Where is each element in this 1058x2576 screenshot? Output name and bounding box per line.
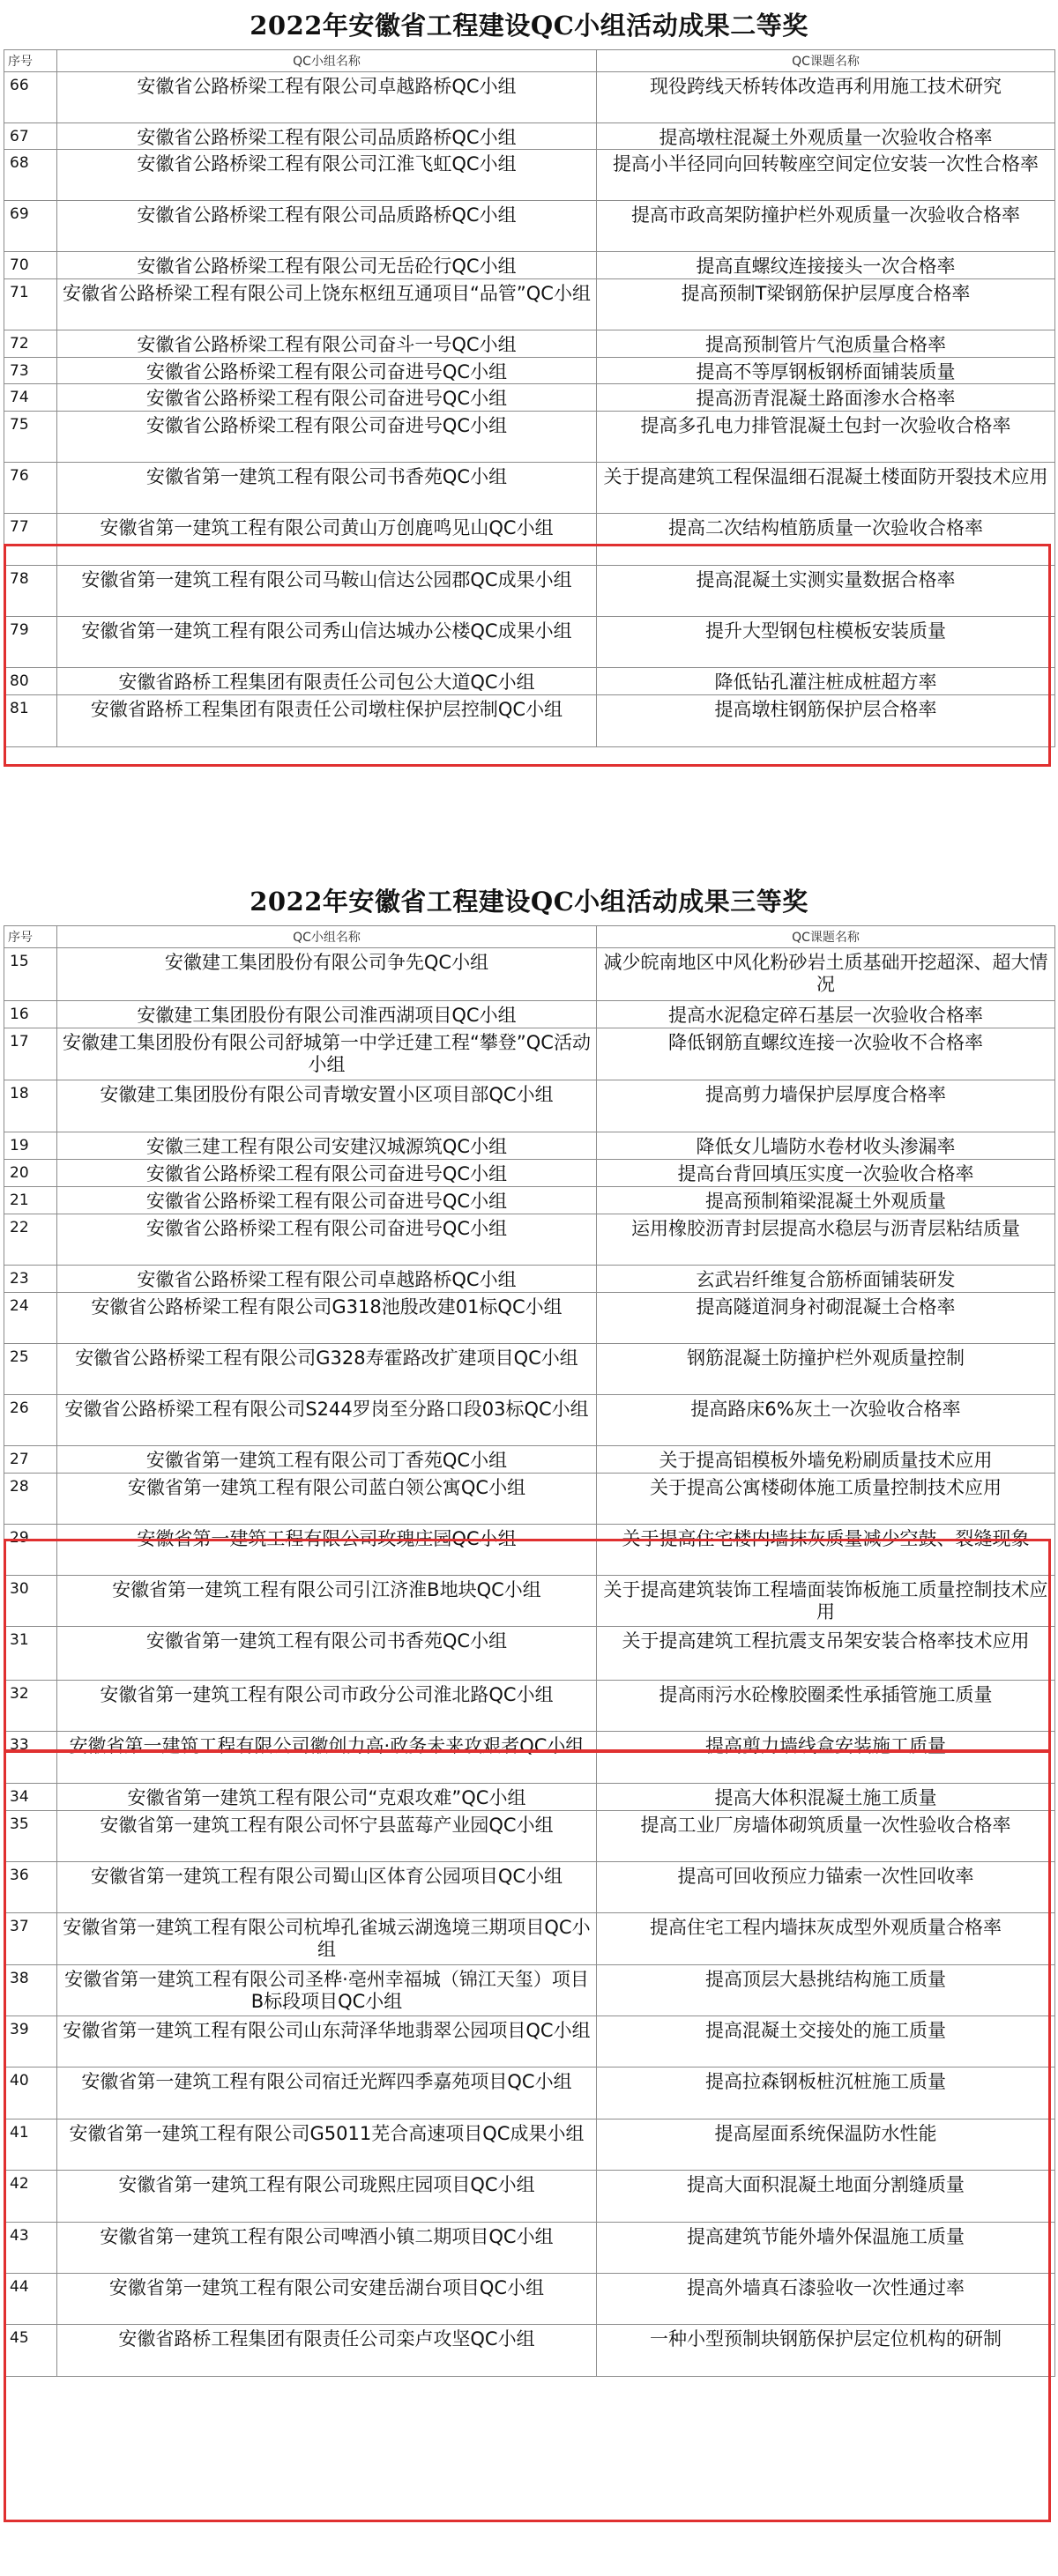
row-number: 16 <box>4 1001 57 1028</box>
table-row <box>4 1525 1055 1576</box>
table-row <box>4 948 1055 1001</box>
topic-name-cell: 提高墩柱混凝土外观质量一次验收合格率 <box>597 123 1055 150</box>
table-row <box>4 1344 1055 1395</box>
header-number: 序号 <box>4 50 57 72</box>
group-name-cell: 安徽省第一建筑工程有限公司“克艰攻难”QC小组 <box>57 1784 597 1811</box>
third-prize-section <box>0 876 1058 2377</box>
row-number: 28 <box>4 1474 57 1525</box>
row-number: 21 <box>4 1187 57 1214</box>
topic-name-cell: 提高小半径同向回转鞍座空间定位安装一次性合格率 <box>597 150 1055 201</box>
table-row <box>4 1187 1055 1214</box>
topic-name-cell: 提高预制T梁钢筋保护层厚度合格率 <box>597 279 1055 330</box>
table-row <box>4 2171 1055 2223</box>
group-name-cell: 安徽省公路桥梁工程有限公司奋进号QC小组 <box>57 1214 597 1266</box>
group-name-cell: 安徽建工集团股份有限公司青墩安置小区项目部QC小组 <box>57 1080 597 1132</box>
row-number: 70 <box>4 252 57 279</box>
group-name-cell: 安徽省第一建筑工程有限公司珑熙庄园项目QC小组 <box>57 2171 597 2223</box>
topic-name-cell: 提高台背回填压实度一次验收合格率 <box>597 1160 1055 1187</box>
topic-name-cell: 提高剪力墙保护层厚度合格率 <box>597 1080 1055 1132</box>
table-row <box>4 617 1055 668</box>
table-row <box>4 566 1055 617</box>
group-name-cell: 安徽省路桥工程集团有限责任公司墩柱保护层控制QC小组 <box>57 695 597 747</box>
row-number: 45 <box>4 2325 57 2377</box>
group-name-cell: 安徽省公路桥梁工程有限公司G318池殷改建01标QC小组 <box>57 1293 597 1344</box>
table-row <box>4 1913 1055 1965</box>
group-name-cell: 安徽省公路桥梁工程有限公司奋进号QC小组 <box>57 1187 597 1214</box>
group-name-cell: 安徽省第一建筑工程有限公司蓝白领公寓QC小组 <box>57 1474 597 1525</box>
row-number: 34 <box>4 1784 57 1811</box>
table-row <box>4 463 1055 514</box>
row-number: 77 <box>4 514 57 566</box>
table-row <box>4 1028 1055 1080</box>
row-number: 25 <box>4 1344 57 1395</box>
row-number: 17 <box>4 1028 57 1080</box>
table-row <box>4 1395 1055 1446</box>
row-number: 24 <box>4 1293 57 1344</box>
group-name-cell: 安徽省公路桥梁工程有限公司品质路桥QC小组 <box>57 201 597 252</box>
group-name-cell: 安徽省公路桥梁工程有限公司江淮飞虹QC小组 <box>57 150 597 201</box>
topic-name-cell: 提高拉森钢板桩沉桩施工质量 <box>597 2067 1055 2119</box>
results-table <box>4 925 1055 2377</box>
row-number: 32 <box>4 1681 57 1732</box>
row-number: 22 <box>4 1214 57 1266</box>
group-name-cell: 安徽省第一建筑工程有限公司书香苑QC小组 <box>57 463 597 514</box>
row-number: 69 <box>4 201 57 252</box>
group-name-cell: 安徽省第一建筑工程有限公司蜀山区体育公园项目QC小组 <box>57 1862 597 1913</box>
group-name-cell: 安徽省第一建筑工程有限公司圣桦·亳州幸福城（锦江天玺）项目B标段项目QC小组 <box>57 1965 597 2016</box>
topic-name-cell: 提高二次结构植筋质量一次验收合格率 <box>597 514 1055 566</box>
table-row <box>4 1293 1055 1344</box>
row-number: 76 <box>4 463 57 514</box>
header-number: 序号 <box>4 926 57 948</box>
row-number: 80 <box>4 668 57 695</box>
group-name-cell: 安徽省第一建筑工程有限公司玫瑰庄园QC小组 <box>57 1525 597 1576</box>
topic-name-cell: 关于提高公寓楼砌体施工质量控制技术应用 <box>597 1474 1055 1525</box>
row-number: 27 <box>4 1446 57 1474</box>
topic-name-cell: 提高混凝土实测实量数据合格率 <box>597 566 1055 617</box>
table-row <box>4 384 1055 412</box>
table-row <box>4 1214 1055 1266</box>
group-name-cell: 安徽省公路桥梁工程有限公司奋进号QC小组 <box>57 384 597 412</box>
group-name-cell: 安徽省第一建筑工程有限公司怀宁县蓝莓产业园QC小组 <box>57 1811 597 1862</box>
row-number: 20 <box>4 1160 57 1187</box>
header-topic-name: QC课题名称 <box>597 926 1055 948</box>
topic-name-cell: 关于提高建筑装饰工程墙面装饰板施工质量控制技术应用 <box>597 1576 1055 1627</box>
topic-name-cell: 提高不等厚钢板钢桥面铺装质量 <box>597 358 1055 384</box>
row-number: 78 <box>4 566 57 617</box>
topic-name-cell: 运用橡胶沥青封层提高水稳层与沥青层粘结质量 <box>597 1214 1055 1266</box>
topic-name-cell: 提高混凝土交接处的施工质量 <box>597 2016 1055 2067</box>
topic-name-cell: 提高大面积混凝土地面分割缝质量 <box>597 2171 1055 2223</box>
table-row <box>4 2016 1055 2067</box>
section-title: 2022年安徽省工程建设QC小组活动成果三等奖 <box>250 887 808 917</box>
table-row <box>4 1965 1055 2016</box>
topic-name-cell: 现役跨线天桥转体改造再利用施工技术研究 <box>597 72 1055 123</box>
topic-name-cell: 钢筋混凝土防撞护栏外观质量控制 <box>597 1344 1055 1395</box>
table-row <box>4 252 1055 279</box>
row-number: 39 <box>4 2016 57 2067</box>
topic-name-cell: 减少皖南地区中风化粉砂岩土质基础开挖超深、超大情况 <box>597 948 1055 1001</box>
topic-name-cell: 提高路床6%灰土一次验收合格率 <box>597 1395 1055 1446</box>
table-row <box>4 2274 1055 2325</box>
row-number: 18 <box>4 1080 57 1132</box>
row-number: 26 <box>4 1395 57 1446</box>
group-name-cell: 安徽建工集团股份有限公司淮西湖项目QC小组 <box>57 1001 597 1028</box>
results-table <box>4 49 1055 747</box>
topic-name-cell: 提高大体积混凝土施工质量 <box>597 1784 1055 1811</box>
row-number: 15 <box>4 948 57 1001</box>
table-row <box>4 2325 1055 2377</box>
group-name-cell: 安徽省第一建筑工程有限公司黄山万创鹿鸣见山QC小组 <box>57 514 597 566</box>
row-number: 23 <box>4 1266 57 1293</box>
table-row <box>4 1266 1055 1293</box>
row-number: 37 <box>4 1913 57 1965</box>
topic-name-cell: 提高剪力墙线盒安装施工质量 <box>597 1732 1055 1784</box>
second-prize-section <box>0 0 1058 747</box>
table-body <box>4 948 1055 2377</box>
group-name-cell: 安徽省公路桥梁工程有限公司奋斗一号QC小组 <box>57 330 597 358</box>
topic-name-cell: 提高外墙真石漆验收一次性通过率 <box>597 2274 1055 2325</box>
table-row <box>4 2223 1055 2274</box>
group-name-cell: 安徽省第一建筑工程有限公司徽创力高·政务未来攻艰者QC小组 <box>57 1732 597 1784</box>
topic-name-cell: 提高墩柱钢筋保护层合格率 <box>597 695 1055 747</box>
row-number: 38 <box>4 1965 57 2016</box>
group-name-cell: 安徽省公路桥梁工程有限公司奋进号QC小组 <box>57 358 597 384</box>
row-number: 33 <box>4 1732 57 1784</box>
table-row <box>4 1080 1055 1132</box>
group-name-cell: 安徽省路桥工程集团有限责任公司栾卢攻坚QC小组 <box>57 2325 597 2377</box>
table-row <box>4 358 1055 384</box>
table-row <box>4 279 1055 330</box>
topic-name-cell: 降低女儿墙防水卷材收头渗漏率 <box>597 1132 1055 1160</box>
table-row <box>4 201 1055 252</box>
row-number: 42 <box>4 2171 57 2223</box>
topic-name-cell: 提高雨污水砼橡胶圈柔性承插管施工质量 <box>597 1681 1055 1732</box>
table-row <box>4 1732 1055 1784</box>
topic-name-cell: 关于提高铝模板外墙免粉刷质量技术应用 <box>597 1446 1055 1474</box>
row-number: 72 <box>4 330 57 358</box>
group-name-cell: 安徽省公路桥梁工程有限公司无岳砼行QC小组 <box>57 252 597 279</box>
header-group-name: QC小组名称 <box>57 50 597 72</box>
table-header-row <box>4 926 1055 948</box>
group-name-cell: 安徽省第一建筑工程有限公司引江济淮B地块QC小组 <box>57 1576 597 1627</box>
topic-name-cell: 关于提高住宅楼内墙抹灰质量减少空鼓、裂缝现象 <box>597 1525 1055 1576</box>
table-row <box>4 1001 1055 1028</box>
group-name-cell: 安徽省第一建筑工程有限公司宿迁光辉四季嘉苑项目QC小组 <box>57 2067 597 2119</box>
topic-name-cell: 提高预制管片气泡质量合格率 <box>597 330 1055 358</box>
table-row <box>4 1446 1055 1474</box>
topic-name-cell: 提高屋面系统保温防水性能 <box>597 2119 1055 2171</box>
group-name-cell: 安徽省第一建筑工程有限公司秀山信达城办公楼QC成果小组 <box>57 617 597 668</box>
topic-name-cell: 关于提高建筑工程保温细石混凝土楼面防开裂技术应用 <box>597 463 1055 514</box>
header-topic-name: QC课题名称 <box>597 50 1055 72</box>
table-row <box>4 412 1055 463</box>
topic-name-cell: 提高可回收预应力锚索一次性回收率 <box>597 1862 1055 1913</box>
table-row <box>4 330 1055 358</box>
group-name-cell: 安徽省第一建筑工程有限公司马鞍山信达公园郡QC成果小组 <box>57 566 597 617</box>
topic-name-cell: 降低钢筋直螺纹连接一次验收不合格率 <box>597 1028 1055 1080</box>
group-name-cell: 安徽省公路桥梁工程有限公司S244罗岗至分路口段03标QC小组 <box>57 1395 597 1446</box>
table-row <box>4 1474 1055 1525</box>
table-row <box>4 1862 1055 1913</box>
table-row <box>4 514 1055 566</box>
group-name-cell: 安徽省路桥工程集团有限责任公司包公大道QC小组 <box>57 668 597 695</box>
row-number: 44 <box>4 2274 57 2325</box>
section-title: 2022年安徽省工程建设QC小组活动成果二等奖 <box>250 11 808 41</box>
row-number: 68 <box>4 150 57 201</box>
topic-name-cell: 一种小型预制块钢筋保护层定位机构的研制 <box>597 2325 1055 2377</box>
topic-name-cell: 提高顶层大悬挑结构施工质量 <box>597 1965 1055 2016</box>
table-row <box>4 2067 1055 2119</box>
table-row <box>4 150 1055 201</box>
topic-name-cell: 提高隧道洞身衬砌混凝土合格率 <box>597 1293 1055 1344</box>
header-group-name: QC小组名称 <box>57 926 597 948</box>
topic-name-cell: 提高直螺纹连接接头一次合格率 <box>597 252 1055 279</box>
topic-name-cell: 降低钻孔灌注桩成桩超方率 <box>597 668 1055 695</box>
row-number: 30 <box>4 1576 57 1627</box>
row-number: 67 <box>4 123 57 150</box>
table-row <box>4 695 1055 747</box>
row-number: 35 <box>4 1811 57 1862</box>
group-name-cell: 安徽省公路桥梁工程有限公司卓越路桥QC小组 <box>57 1266 597 1293</box>
row-number: 73 <box>4 358 57 384</box>
topic-name-cell: 提高预制箱梁混凝土外观质量 <box>597 1187 1055 1214</box>
group-name-cell: 安徽省第一建筑工程有限公司G5011芜合高速项目QC成果小组 <box>57 2119 597 2171</box>
group-name-cell: 安徽三建工程有限公司安建汉城源筑QC小组 <box>57 1132 597 1160</box>
group-name-cell: 安徽省第一建筑工程有限公司书香苑QC小组 <box>57 1627 597 1681</box>
table-row <box>4 1784 1055 1811</box>
table-row <box>4 1627 1055 1681</box>
topic-name-cell: 关于提高建筑工程抗震支吊架安装合格率技术应用 <box>597 1627 1055 1681</box>
group-name-cell: 安徽省第一建筑工程有限公司山东菏泽华地翡翠公园项目QC小组 <box>57 2016 597 2067</box>
row-number: 81 <box>4 695 57 747</box>
group-name-cell: 安徽省公路桥梁工程有限公司奋进号QC小组 <box>57 1160 597 1187</box>
group-name-cell: 安徽省第一建筑工程有限公司杭埠孔雀城云湖逸境三期项目QC小组 <box>57 1913 597 1965</box>
group-name-cell: 安徽省第一建筑工程有限公司啤酒小镇二期项目QC小组 <box>57 2223 597 2274</box>
row-number: 29 <box>4 1525 57 1576</box>
group-name-cell: 安徽省第一建筑工程有限公司丁香苑QC小组 <box>57 1446 597 1474</box>
group-name-cell: 安徽建工集团股份有限公司舒城第一中学迁建工程“攀登”QC活动小组 <box>57 1028 597 1080</box>
table-row <box>4 2119 1055 2171</box>
row-number: 19 <box>4 1132 57 1160</box>
group-name-cell: 安徽省第一建筑工程有限公司安建岳湖台项目QC小组 <box>57 2274 597 2325</box>
table-header-row <box>4 50 1055 72</box>
group-name-cell: 安徽省公路桥梁工程有限公司G328寿霍路改扩建项目QC小组 <box>57 1344 597 1395</box>
table-row <box>4 1811 1055 1862</box>
group-name-cell: 安徽省公路桥梁工程有限公司上饶东枢纽互通项目“品管”QC小组 <box>57 279 597 330</box>
row-number: 75 <box>4 412 57 463</box>
group-name-cell: 安徽省公路桥梁工程有限公司卓越路桥QC小组 <box>57 72 597 123</box>
table-row <box>4 1160 1055 1187</box>
row-number: 36 <box>4 1862 57 1913</box>
topic-name-cell: 提高工业厂房墙体砌筑质量一次性验收合格率 <box>597 1811 1055 1862</box>
topic-name-cell: 提高市政高架防撞护栏外观质量一次验收合格率 <box>597 201 1055 252</box>
topic-name-cell: 玄武岩纤维复合筋桥面铺装研发 <box>597 1266 1055 1293</box>
group-name-cell: 安徽省公路桥梁工程有限公司奋进号QC小组 <box>57 412 597 463</box>
table-row <box>4 1132 1055 1160</box>
group-name-cell: 安徽省公路桥梁工程有限公司品质路桥QC小组 <box>57 123 597 150</box>
topic-name-cell: 提升大型钢包柱模板安装质量 <box>597 617 1055 668</box>
table-row <box>4 668 1055 695</box>
row-number: 41 <box>4 2119 57 2171</box>
table-row <box>4 72 1055 123</box>
topic-name-cell: 提高多孔电力排管混凝土包封一次验收合格率 <box>597 412 1055 463</box>
row-number: 31 <box>4 1627 57 1681</box>
topic-name-cell: 提高住宅工程内墙抹灰成型外观质量合格率 <box>597 1913 1055 1965</box>
table-body <box>4 72 1055 747</box>
row-number: 43 <box>4 2223 57 2274</box>
table-row <box>4 1681 1055 1732</box>
topic-name-cell: 提高沥青混凝土路面渗水合格率 <box>597 384 1055 412</box>
group-name-cell: 安徽省第一建筑工程有限公司市政分公司淮北路QC小组 <box>57 1681 597 1732</box>
topic-name-cell: 提高水泥稳定碎石基层一次验收合格率 <box>597 1001 1055 1028</box>
row-number: 66 <box>4 72 57 123</box>
row-number: 79 <box>4 617 57 668</box>
table-row <box>4 1576 1055 1627</box>
group-name-cell: 安徽建工集团股份有限公司争先QC小组 <box>57 948 597 1001</box>
row-number: 74 <box>4 384 57 412</box>
topic-name-cell: 提高建筑节能外墙外保温施工质量 <box>597 2223 1055 2274</box>
row-number: 71 <box>4 279 57 330</box>
row-number: 40 <box>4 2067 57 2119</box>
table-row <box>4 123 1055 150</box>
